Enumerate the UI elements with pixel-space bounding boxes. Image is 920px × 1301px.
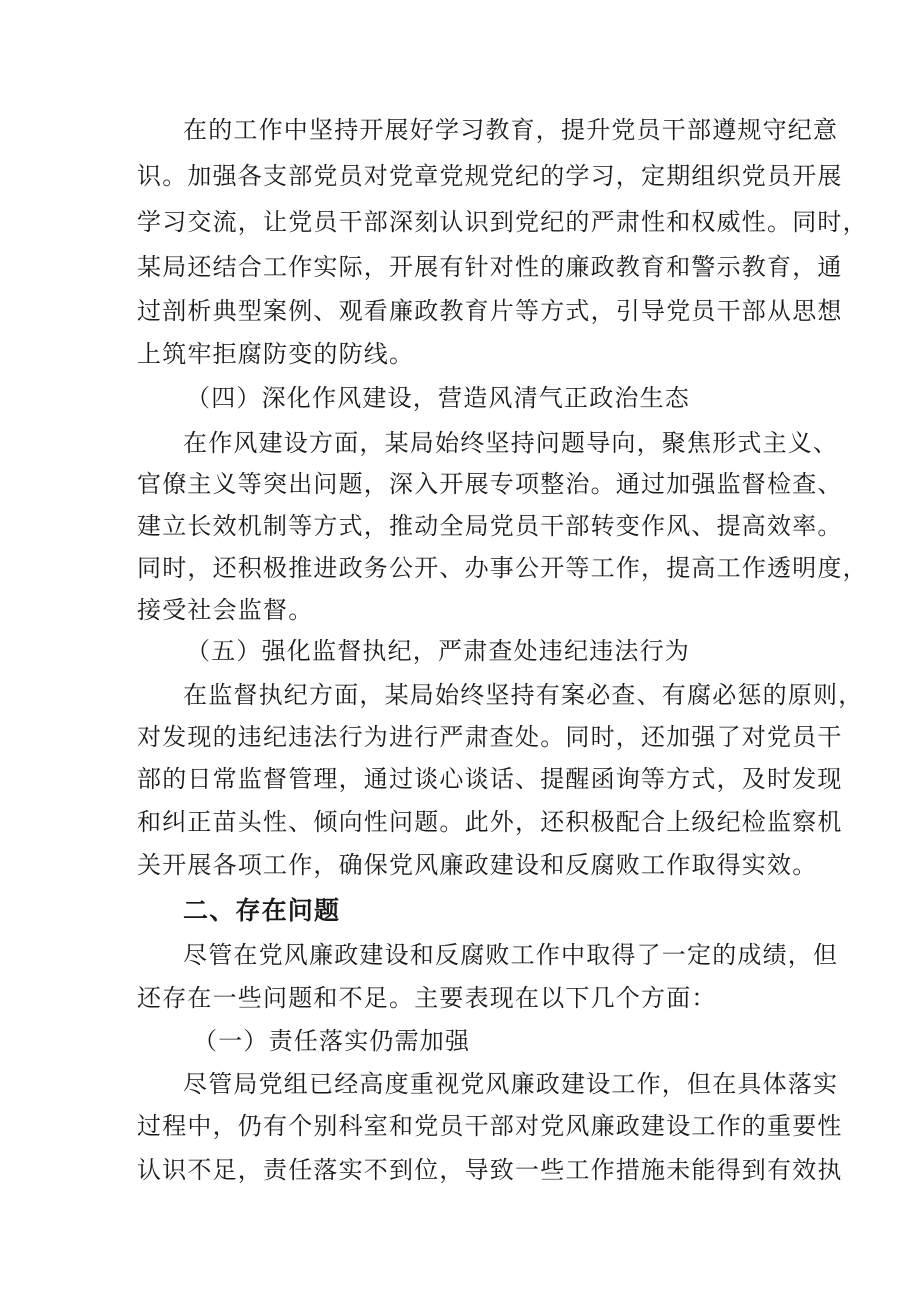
paragraph-line: 对发现的违纪违法行为进行严肃查处。同时，还加强了对党员干 [137, 723, 843, 751]
section-heading: 二、存在问题 [183, 896, 341, 925]
paragraph-line: 学习交流，让党员干部深刻认识到党纪的严肃性和权威性。同时， [137, 208, 868, 236]
paragraph-line: 部的日常监督管理，通过谈心谈话、提醒函询等方式，及时发现 [137, 765, 843, 793]
paragraph-line: 还存在一些问题和不足。主要表现在以下几个方面： [137, 984, 717, 1012]
paragraph-line: 过程中，仍有个别科室和党员干部对党风廉政建设工作的重要性 [137, 1112, 843, 1140]
paragraph-line: 官僚主义等突出问题，深入开展专项整治。通过加强监督检查、 [137, 470, 843, 498]
paragraph-line: 尽管在党风廉政建设和反腐败工作中取得了一定的成绩，但 [183, 941, 839, 969]
paragraph-line: 识。加强各支部党员对党章党规党纪的学习，定期组织党员开展 [137, 162, 843, 190]
paragraph-line: 上筑牢拒腐防变的防线。 [137, 340, 415, 368]
subsection-heading: （四）深化作风建设，营造风清气正政治生态 [186, 384, 690, 412]
paragraph-line: 关开展各项工作，确保党风廉政建设和反腐败工作取得实效。 [137, 851, 818, 879]
paragraph-line: 建立长效机制等方式，推动全局党员干部转变作风、提高效率。 [137, 512, 843, 540]
paragraph-line: 过剖析典型案例、观看廉政教育片等方式，引导党员干部从思想 [137, 297, 843, 325]
subsection-heading: （五）强化监督执纪，严肃查处违纪违法行为 [186, 637, 690, 665]
paragraph-line: 认识不足，责任落实不到位，导致一些工作措施未能得到有效执 [137, 1156, 843, 1184]
paragraph-line: 尽管局党组已经高度重视党风廉政建设工作，但在具体落实 [183, 1070, 839, 1098]
paragraph-line: 在的工作中坚持开展好学习教育，提升党员干部遵规守纪意 [183, 116, 839, 144]
paragraph-line: 和纠正苗头性、倾向性问题。此外，还积极配合上级纪检监察机 [137, 808, 843, 836]
paragraph-line: 同时，还积极推进政务公开、办事公开等工作，提高工作透明度， [137, 554, 868, 582]
paragraph-line: 接受社会监督。 [137, 596, 314, 624]
subsection-heading: （一）责任落实仍需加强 [193, 1027, 471, 1055]
paragraph-line: 某局还结合工作实际，开展有针对性的廉政教育和警示教育，通 [137, 253, 843, 281]
paragraph-line: 在作风建设方面，某局始终坚持问题导向，聚焦形式主义、 [183, 429, 839, 457]
paragraph-line: 在监督执纪方面，某局始终坚持有案必查、有腐必惩的原则， [183, 681, 864, 709]
